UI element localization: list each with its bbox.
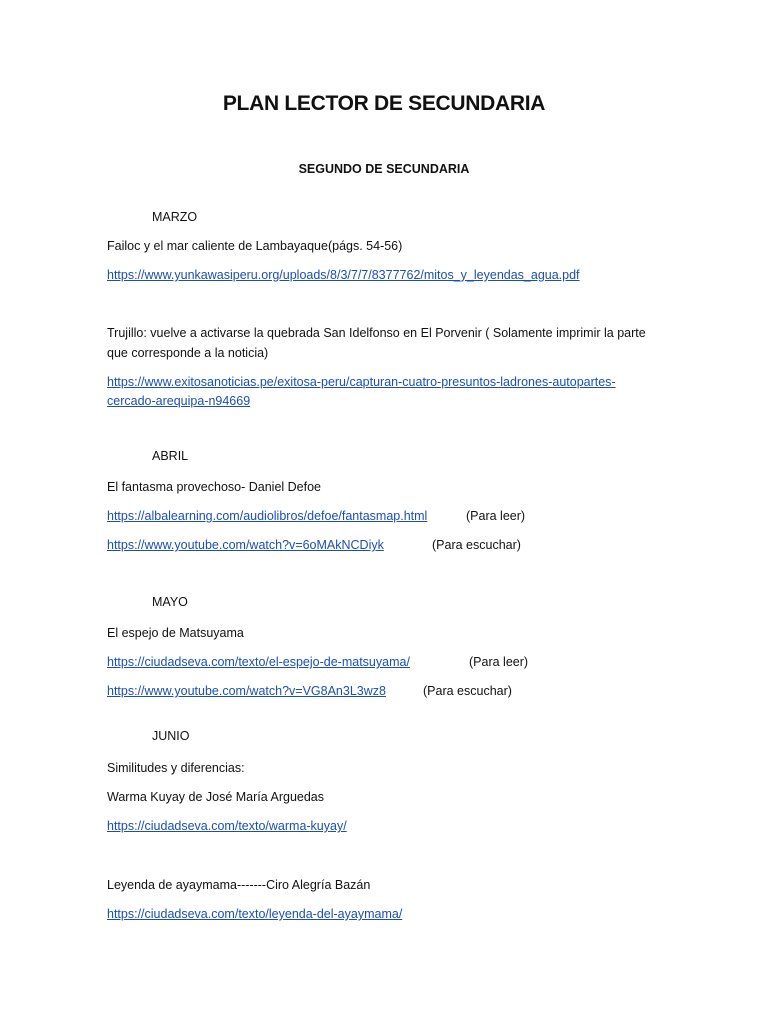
reading-title-fantasma: El fantasma provechoso- Daniel Defoe xyxy=(107,480,322,494)
note-read-fantasma: (Para leer) xyxy=(466,509,526,523)
reading-title-ayaymama: Leyenda de ayaymama-------Ciro Alegría Bazán xyxy=(107,878,371,892)
reading-heading-similitudes: Similitudes y diferencias: xyxy=(107,761,245,775)
reading-title-warma-kuyay: Warma Kuyay de José María Arguedas xyxy=(107,790,324,804)
link-trujillo-line1[interactable]: https://www.exitosanoticias.pe/exitosa-peru/capturan-cuatro-presuntos-ladrones-autopartes- xyxy=(107,375,616,389)
link-trujillo-line2[interactable]: cercado-arequipa-n94669 xyxy=(107,394,251,408)
reading-title-failoc: Failoc y el mar caliente de Lambayaque(págs. 54-56) xyxy=(107,239,403,253)
link-fantasma-listen[interactable]: https://www.youtube.com/watch?v=6oMAkNCDiyk xyxy=(107,538,384,552)
note-listen-fantasma: (Para escuchar) xyxy=(432,538,521,552)
link-espejo-read[interactable]: https://ciudadseva.com/texto/el-espejo-de-matsuyama/ xyxy=(107,655,410,669)
section-subtitle: SEGUNDO DE SECUNDARIA xyxy=(298,162,470,176)
link-ayaymama[interactable]: https://ciudadseva.com/texto/leyenda-del-ayaymama/ xyxy=(107,907,403,921)
month-heading-junio: JUNIO xyxy=(152,729,190,743)
reading-title-trujillo: Trujillo: vuelve a activarse la quebrada San Idelfonso en El Porvenir ( Solamente imprimir la parte que corresponde a la noticia) xyxy=(107,326,646,360)
reading-title-espejo: El espejo de Matsuyama xyxy=(107,626,244,640)
month-heading-mayo: MAYO xyxy=(152,595,188,609)
link-espejo-listen[interactable]: https://www.youtube.com/watch?v=VG8An3L3wz8 xyxy=(107,684,386,698)
month-heading-abril: ABRIL xyxy=(152,449,189,463)
note-listen-espejo: (Para escuchar) xyxy=(423,684,512,698)
month-heading-marzo: MARZO xyxy=(152,210,198,224)
link-failoc[interactable]: https://www.yunkawasiperu.org/uploads/8/3/7/7/8377762/mitos_y_leyendas_agua.pdf xyxy=(107,268,580,282)
link-warma-kuyay[interactable]: https://ciudadseva.com/texto/warma-kuyay/ xyxy=(107,819,347,833)
note-read-espejo: (Para leer) xyxy=(469,655,529,669)
page-title: PLAN LECTOR DE SECUNDARIA xyxy=(222,92,546,115)
link-fantasma-read[interactable]: https://albalearning.com/audiolibros/defoe/fantasmap.html xyxy=(107,509,428,523)
